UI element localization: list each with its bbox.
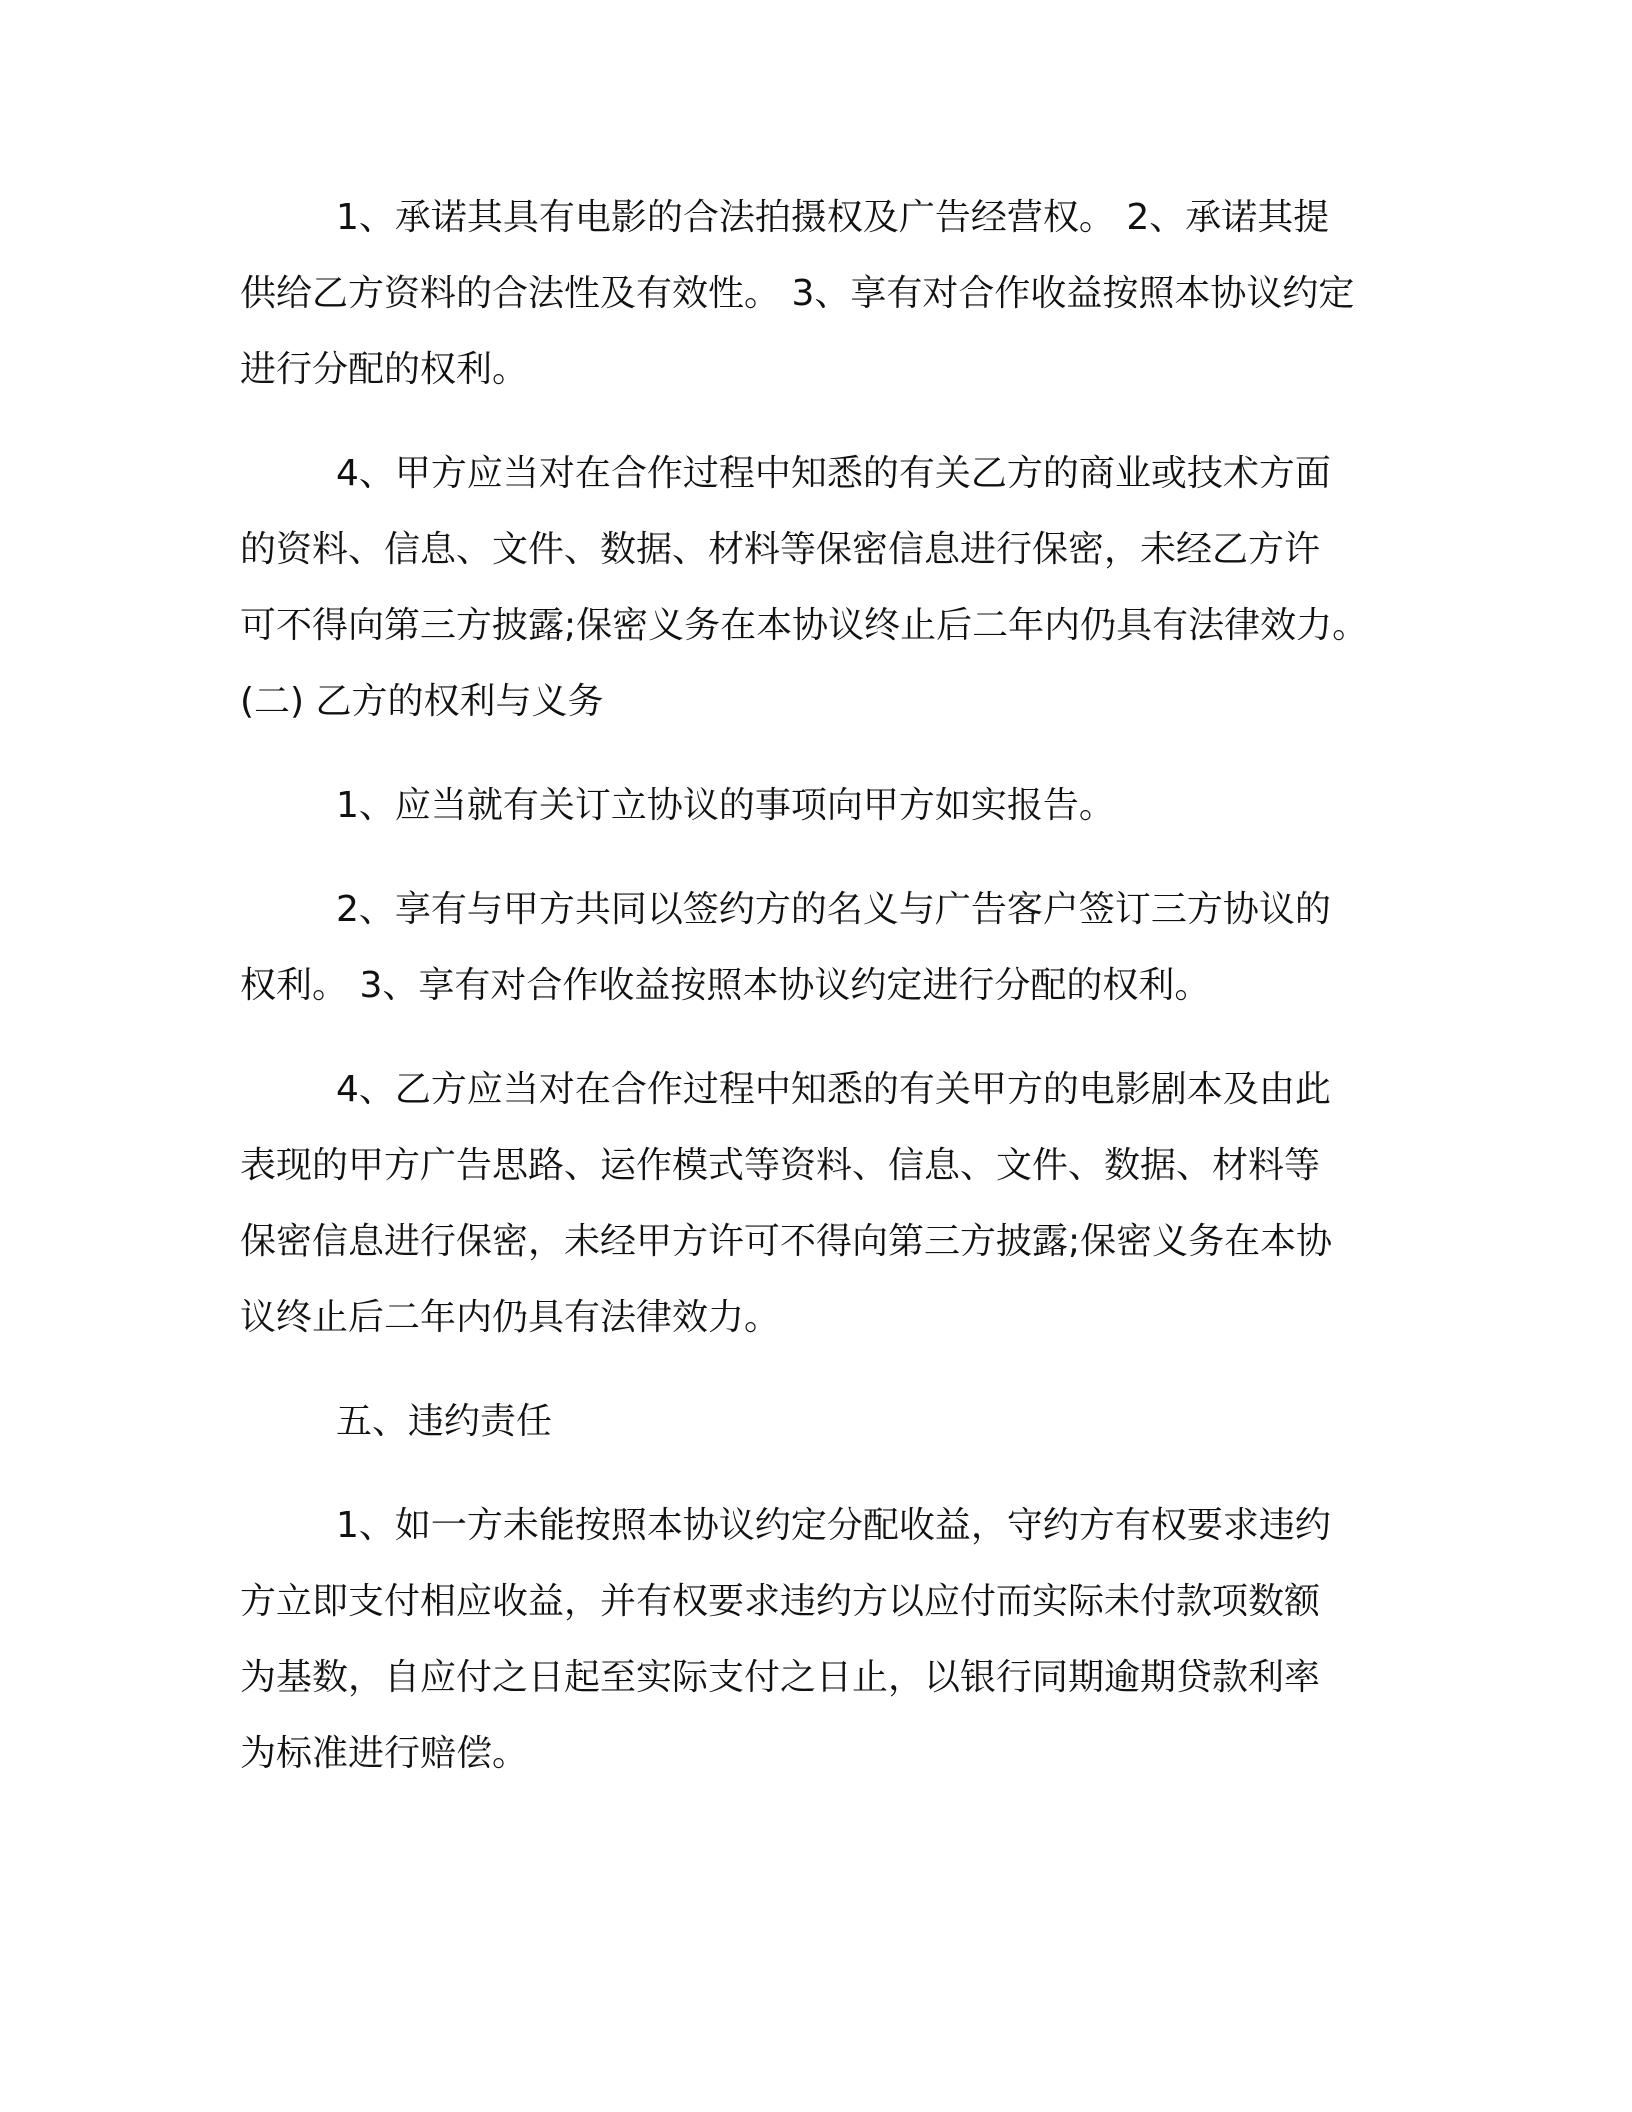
text-line: 保密信息进行保密，未经甲方许可不得向第三方披露;保密义务在本协 — [240, 1221, 1333, 1262]
text-line: 4、乙方应当对在合作过程中知悉的有关甲方的电影剧本及由此 — [336, 1069, 1331, 1110]
text-line: 方立即支付相应收益，并有权要求违约方以应付而实际未付款项数额 — [240, 1581, 1321, 1622]
section-heading: 五、违约责任 — [336, 1401, 553, 1442]
text-line: 2、享有与甲方共同以签约方的名义与广告客户签订三方协议的 — [336, 889, 1331, 930]
text-line: 供给乙方资料的合法性及有效性。 3、享有对合作收益按照本协议约定 — [240, 273, 1355, 314]
text-line: 可不得向第三方披露;保密义务在本协议终止后二年内仍具有法律效力。 — [240, 605, 1369, 646]
text-line: 表现的甲方广告思路、运作模式等资料、信息、文件、数据、材料等 — [240, 1145, 1321, 1186]
text-line: 1、应当就有关订立协议的事项向甲方如实报告。 — [336, 785, 1115, 826]
text-line: 1、如一方未能按照本协议约定分配收益，守约方有权要求违约 — [336, 1505, 1331, 1546]
text-line: 的资料、信息、文件、数据、材料等保密信息进行保密，未经乙方许 — [240, 529, 1321, 570]
text-line: 1、承诺其具有电影的合法拍摄权及广告经营权。 2、承诺其提 — [336, 197, 1330, 238]
text-line: 议终止后二年内仍具有法律效力。 — [240, 1297, 781, 1338]
text-line: 为标准进行赔偿。 — [240, 1733, 529, 1774]
section-heading: (二) 乙方的权利与义务 — [240, 681, 604, 722]
text-line: 4、甲方应当对在合作过程中知悉的有关乙方的商业或技术方面 — [336, 453, 1331, 494]
text-line: 权利。 3、享有对合作收益按照本协议约定进行分配的权利。 — [240, 965, 1211, 1006]
text-line: 进行分配的权利。 — [240, 349, 529, 390]
text-line: 为基数，自应付之日起至实际支付之日止，以银行同期逾期贷款利率 — [240, 1657, 1321, 1698]
